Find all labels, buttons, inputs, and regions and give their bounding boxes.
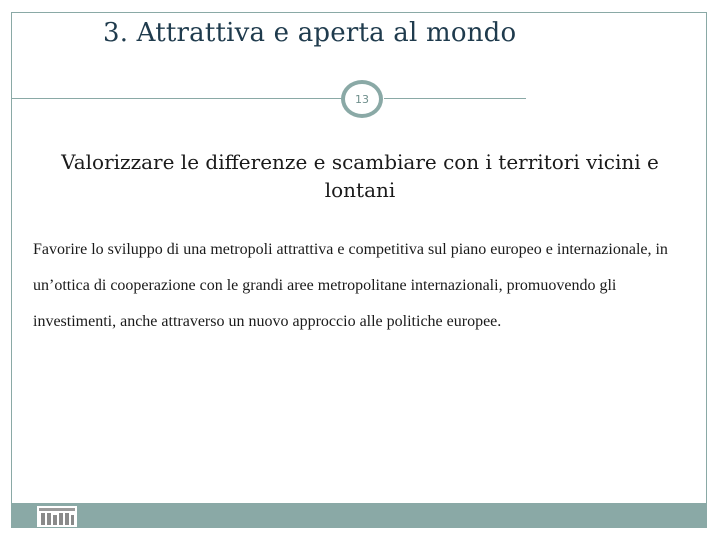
body-paragraph: Favorire lo sviluppo di una metropoli attrattiva e competitiva sul piano europeo e internazionale, in un’ottica di cooperazione con le grandi aree metropolitane internazionali, promuovendo gli investimenti, anche attraverso un nuovo approccio alle politiche europee. xyxy=(33,241,668,330)
slide-title: 3. Attrattiva e aperta al mondo xyxy=(103,18,517,48)
footer-bar xyxy=(12,503,707,527)
slide-subtitle: Valorizzare le differenze e scambiare con i territori vicini e lontani xyxy=(61,150,659,202)
title-divider-right xyxy=(384,98,526,99)
title-divider-left xyxy=(12,98,342,99)
logo-icon xyxy=(37,506,77,527)
page-number-badge: 13 xyxy=(341,80,383,118)
